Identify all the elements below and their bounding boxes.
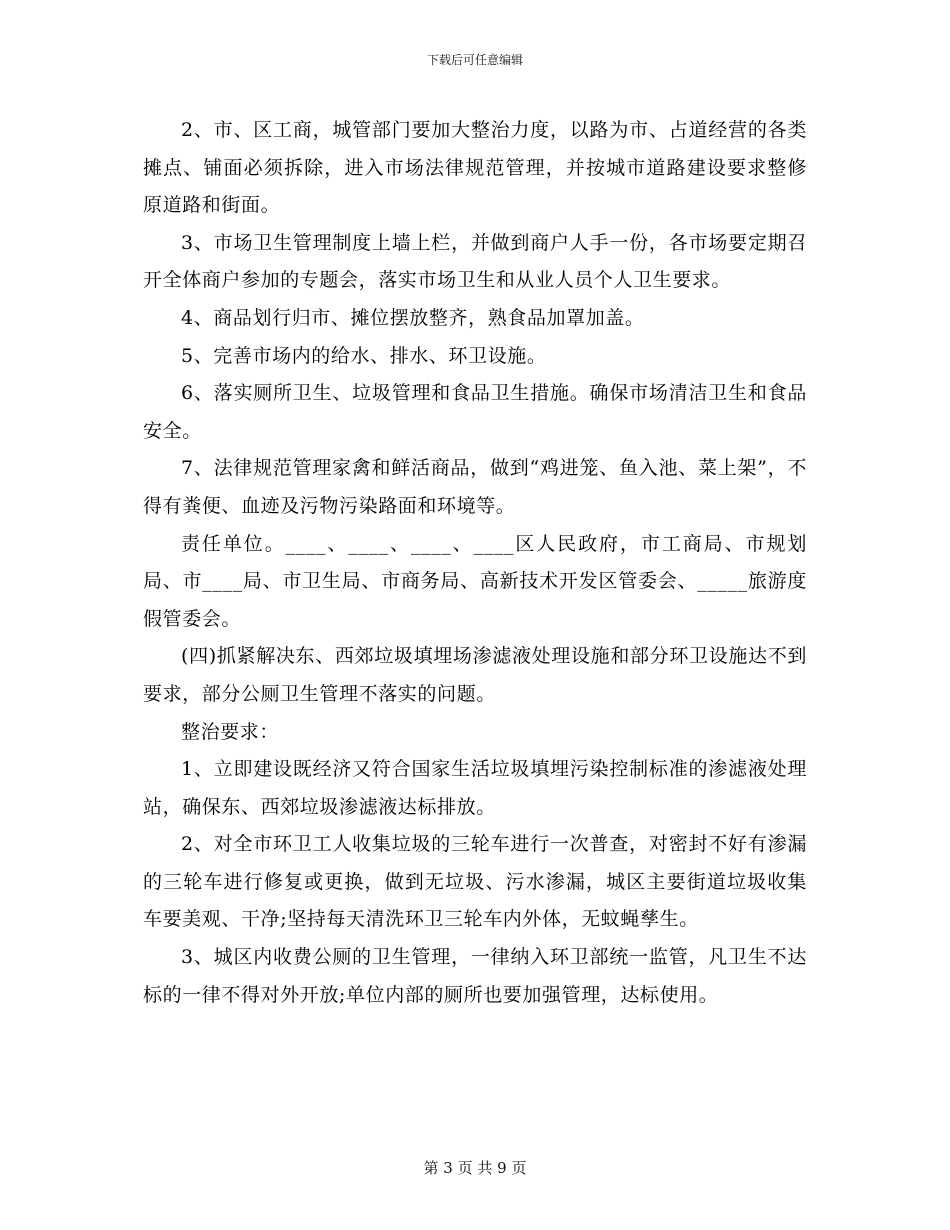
paragraph-item-5-facilities: 5、完善市场内的给水、排水、环卫设施。	[181, 344, 547, 367]
paragraph-section-four: (四)抓紧解决东、西郊垃圾填埋场渗滤液处理设施和部分环卫设施达不到要求，部分公厕卫生管理不落实的问题。	[143, 645, 807, 705]
page-footer: 第 3 页 共 9 页	[423, 1159, 527, 1177]
paragraph-item-3-hygiene-rules: 3、市场卫生管理制度上墙上栏，并做到商户人手一份，各市场要定期召开全体商户参加的专题会，落实市场卫生和从业人员个人卫生要求。	[143, 231, 807, 292]
page-header: 下载后可任意编辑	[426, 53, 523, 67]
paragraph-req-3-public-toilets: 3、城区内收费公厕的卫生管理，一律纳入环卫部统一监管，凡卫生不达标的一律不得对外开放;单位内部的厕所也要加强管理，达标使用。	[143, 946, 807, 1006]
paragraph-req-2-tricycles: 2、对全市环卫工人收集垃圾的三轮车进行一次普查，对密封不好有渗漏的三轮车进行修复或更换，做到无垃圾、污水渗漏，城区主要街道垃圾收集车要美观、干净;坚持每天清洗环卫三轮车内外体，无蚊蝇孳生。	[143, 833, 807, 931]
paragraph-responsible-units: 责任单位。____、____、____、____区人民政府，市工商局、市规划局、市____局、市卫生局、市商务局、高新技术开发区管委会、_____旅游度假管委会。	[143, 532, 807, 630]
paragraph-item-2-market-rectification: 2、市、区工商，城管部门要加大整治力度，以路为市、占道经营的各类摊点、铺面必须拆除，进入市场法律规范管理，并按城市道路建设要求整修原道路和街面。	[143, 119, 807, 217]
paragraph-requirements-heading: 整治要求：	[181, 720, 280, 743]
paragraph-item-4-goods-arrangement: 4、商品划行归市、摊位摆放整齐，熟食品加罩加盖。	[181, 306, 645, 329]
paragraph-item-6-toilet-garbage: 6、落实厕所卫生、垃圾管理和食品卫生措施。确保市场清洁卫生和食品安全。	[143, 382, 807, 442]
paragraph-item-7-poultry: 7、法律规范管理家禽和鲜活商品，做到“鸡进笼、鱼入池、菜上架”，不得有粪便、血迹及污物污染路面和环境等。	[143, 457, 807, 517]
document-body	[143, 112, 807, 1014]
paragraph-req-1-leachate: 1、立即建设既经济又符合国家生活垃圾填埋污染控制标准的渗滤液处理站，确保东、西郊垃圾渗滤液达标排放。	[143, 758, 807, 818]
